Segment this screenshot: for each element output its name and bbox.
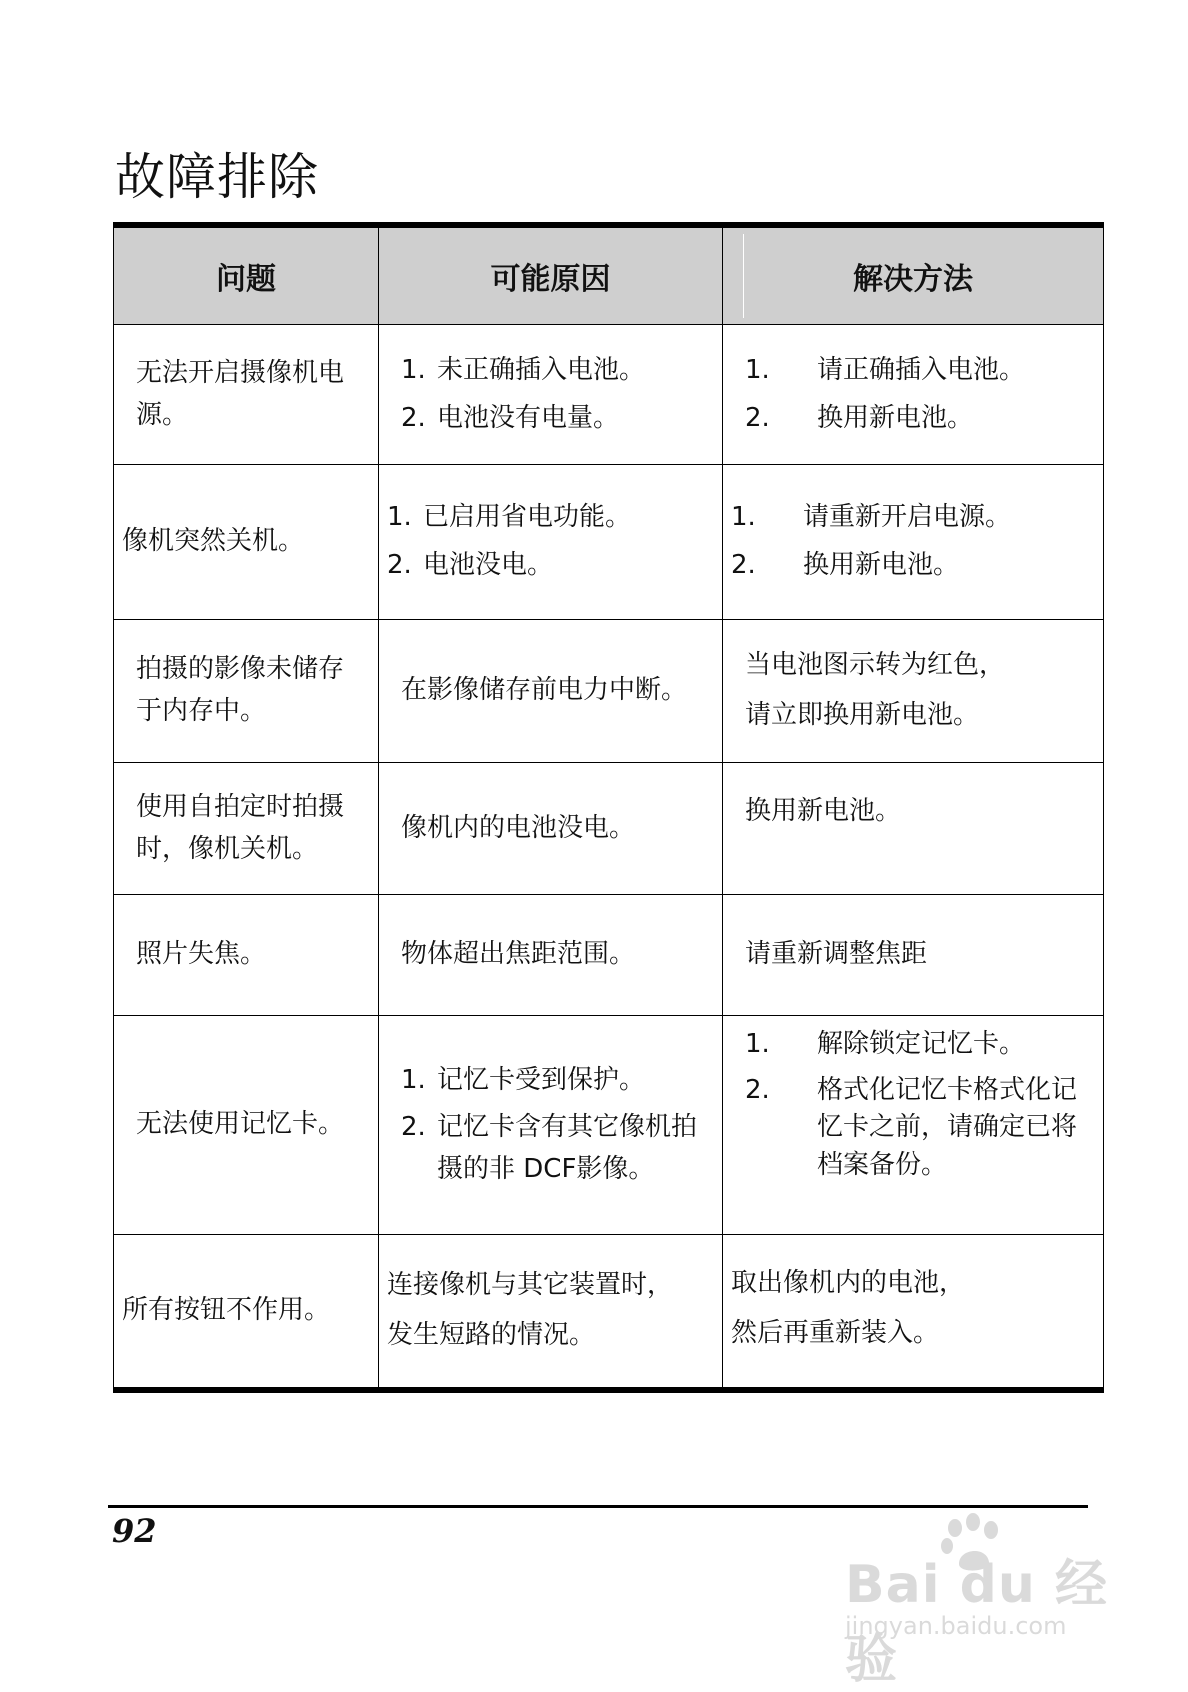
watermark-url: jingyan.baidu.com: [845, 1612, 1067, 1640]
item-text: 换用新电池。: [817, 402, 974, 433]
item-text: 已启用省电功能。: [423, 502, 632, 533]
table-row: [114, 465, 1104, 620]
cause-cell: 像机内的电池没电。: [379, 763, 723, 895]
cause-line: 连接像机与其它装置时，: [387, 1270, 674, 1301]
list-item: [401, 1107, 704, 1190]
solution-line: 请立即换用新电池。: [745, 700, 980, 730]
cause-cell: 物体超出焦距范围。: [379, 895, 723, 1016]
list-item: [401, 350, 704, 392]
item-text: 请正确插入电池。: [817, 354, 1026, 385]
item-number: 1.: [745, 354, 770, 385]
page-number: 92: [112, 1512, 157, 1550]
item-number: 1.: [745, 1029, 770, 1059]
item-number: 1.: [387, 502, 412, 533]
item-text: 电池没电。: [423, 550, 554, 580]
problem-cell: 无法使用记忆卡。: [114, 1016, 379, 1235]
item-text: 请重新开启电源。: [803, 502, 1012, 533]
item-number: 1.: [731, 502, 756, 533]
item-number: 2.: [731, 550, 756, 580]
table-row: [114, 895, 1104, 1016]
item-number: 2.: [745, 1074, 770, 1105]
table-row: [114, 1235, 1104, 1390]
solution-cell: 换用新电池。: [723, 763, 1104, 895]
solution-cell: [723, 325, 1104, 465]
cause-line: 发生短路的情况。: [387, 1319, 596, 1350]
solution-cell: [723, 620, 1104, 763]
item-text: 记忆卡含有其它像机拍摄的非 DCF影像。: [437, 1112, 698, 1184]
list-item: [745, 398, 1085, 440]
list-item: [731, 497, 1085, 539]
item-text: 记忆卡受到保护。: [437, 1064, 646, 1095]
list-item: [387, 545, 704, 587]
solution-line: 取出像机内的电池，: [731, 1268, 966, 1298]
item-number: 2.: [745, 402, 770, 433]
table-row: [114, 325, 1104, 465]
table-row: [114, 620, 1104, 763]
cause-cell: [379, 1016, 723, 1235]
problem-cell: 照片失焦。: [114, 895, 379, 1016]
table-row: [114, 763, 1104, 895]
solution-cell: [723, 1016, 1104, 1235]
header-cause: 可能原因: [379, 225, 723, 325]
table-row: [114, 1016, 1104, 1235]
list-item: [731, 545, 1085, 587]
item-text: 电池没有电量。: [437, 402, 620, 433]
item-number: 1.: [401, 1064, 426, 1095]
cause-list: [401, 350, 704, 439]
list-item: [745, 350, 1085, 392]
item-text: 解除锁定记忆卡。: [817, 1029, 1026, 1059]
item-number: 2.: [401, 1112, 426, 1143]
solution-line: 当电池图示转为红色，: [745, 650, 1006, 681]
header-problem: 问题: [114, 225, 379, 325]
baidu-watermark: [845, 1512, 1145, 1690]
solution-cell: [723, 1235, 1104, 1390]
cause-cell: 在影像储存前电力中断。: [379, 620, 723, 763]
item-text: 未正确插入电池。: [437, 354, 646, 385]
troubleshooting-table: [113, 222, 1104, 1393]
item-text: 格式化记忆卡格式化记忆卡之前，请确定已将档案备份。: [817, 1074, 1078, 1180]
problem-cell: 无法开启摄像机电源。: [114, 325, 379, 465]
solution-cell: 请重新调整焦距: [723, 895, 1104, 1016]
item-number: 1.: [401, 354, 426, 385]
item-text: 换用新电池。: [803, 550, 960, 580]
page-title: 故障排除: [115, 148, 319, 206]
cause-cell: [379, 325, 723, 465]
footer-divider: [108, 1505, 1088, 1508]
watermark-brand: Bai du 经验: [845, 1555, 1108, 1690]
list-item: [401, 1060, 704, 1102]
list-item: [745, 1024, 1085, 1066]
list-item: [387, 497, 704, 539]
solution-cell: [723, 465, 1104, 620]
item-number: 2.: [401, 402, 426, 433]
item-number: 2.: [387, 550, 412, 580]
list-item: [745, 1072, 1085, 1185]
list-item: [401, 398, 704, 440]
table-header-row: [114, 225, 1104, 325]
header-solution: 解决方法: [723, 225, 1104, 325]
cause-cell: [379, 465, 723, 620]
problem-cell: 所有按钮不作用。: [114, 1235, 379, 1390]
cause-cell: [379, 1235, 723, 1390]
solution-line: 然后再重新装入。: [731, 1317, 940, 1348]
solution-list: [745, 1024, 1085, 1185]
solution-list: [731, 497, 1085, 586]
solution-list: [745, 350, 1085, 439]
problem-cell: 像机突然关机。: [114, 465, 379, 620]
cause-list: [401, 1060, 704, 1191]
cause-list: [387, 497, 704, 586]
problem-cell: 拍摄的影像未储存于内存中。: [114, 620, 379, 763]
problem-cell: 使用自拍定时拍摄时，像机关机。: [114, 763, 379, 895]
